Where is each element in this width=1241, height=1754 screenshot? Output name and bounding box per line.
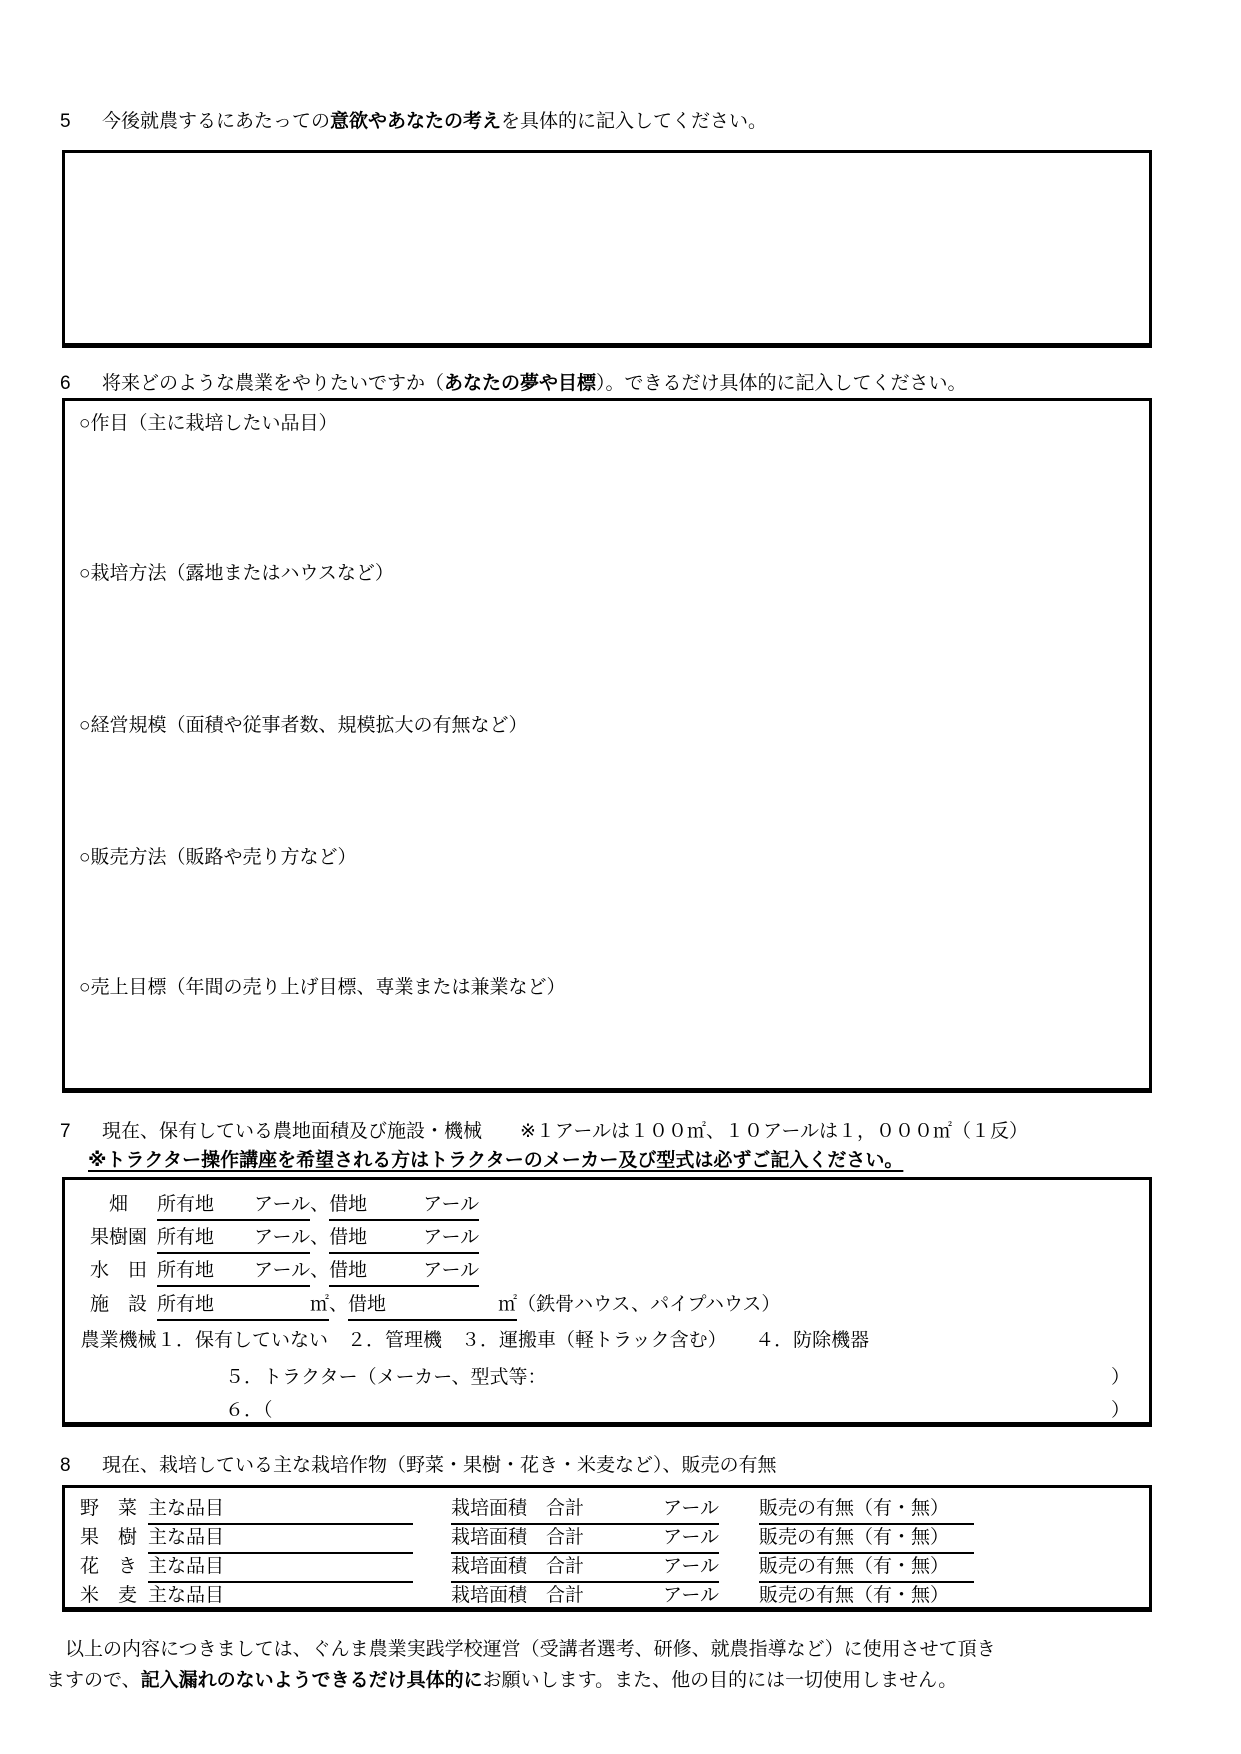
footer-line-2-pre: ますので、	[46, 1670, 141, 1691]
owned-area-blank	[157, 1258, 310, 1287]
q5-answer-box	[62, 150, 1152, 348]
area-unit: アール	[423, 1227, 480, 1248]
area-unit: アール	[662, 1556, 719, 1577]
area-label: 栽培面積 合計	[451, 1498, 585, 1519]
area-unit: アール	[423, 1194, 480, 1215]
owned-area-blank	[157, 1292, 329, 1321]
rented-area-blank	[329, 1192, 479, 1221]
question-number: 7	[60, 1121, 71, 1142]
other-option-label: ６．（	[225, 1400, 273, 1421]
closing-paren: ）	[1110, 1367, 1130, 1388]
main-items-blank	[148, 1496, 413, 1525]
q6-prompt-cultivation-method: ○栽培方法（露地またはハウスなど）	[79, 563, 394, 584]
footer-note	[46, 1634, 1206, 1696]
area-unit: アール	[662, 1498, 719, 1519]
area-unit: ㎡	[310, 1294, 330, 1315]
machinery-label: 農業機械	[80, 1330, 157, 1351]
land-row-label: 水 田	[89, 1260, 147, 1281]
machinery-options-1-4: １．保有していない ２．管理機 ３．運搬車（軽トラック含む） ４．防除機器	[157, 1330, 870, 1351]
sale-blank	[759, 1554, 974, 1583]
footer-line-2	[46, 1665, 1206, 1696]
footer-line-2-post: お願いします。また、他の目的には一切使用しません。	[482, 1670, 958, 1691]
separator: 、	[310, 1194, 330, 1215]
q6-prompt-scale: ○経営規模（面積や従事者数、規模拡大の有無など）	[79, 715, 528, 736]
sale-blank	[759, 1496, 974, 1525]
owned-area-blank	[157, 1192, 310, 1221]
question-6-title-post: ）。できるだけ具体的に記入してください。	[596, 373, 967, 394]
question-8-heading	[60, 1453, 777, 1479]
separator: 、	[310, 1227, 330, 1248]
land-row-label: 果樹園	[89, 1227, 147, 1248]
land-row-facility	[80, 1292, 780, 1321]
main-items-blank	[148, 1554, 413, 1583]
crop-label: 野 菜	[80, 1498, 138, 1519]
crop-row-fruits	[80, 1525, 974, 1554]
crop-row-flowers	[80, 1554, 974, 1583]
sale-blank	[759, 1525, 974, 1554]
sale-label: 販売の有無（有・無）	[759, 1556, 950, 1577]
machinery-other-row	[225, 1398, 1130, 1424]
question-6-title-bold: あなたの夢や目標	[444, 373, 597, 394]
footer-line-1: 以上の内容につきましては、ぐんま農業実践学校運営（受講者選考、研修、就農指導など）に使用させて頂き	[46, 1639, 996, 1660]
machinery-tractor-row	[225, 1365, 1130, 1391]
area-unit: アール	[662, 1585, 719, 1606]
area-unit: ㎡	[498, 1294, 518, 1315]
main-items-blank	[148, 1583, 413, 1612]
machinery-row	[80, 1328, 869, 1354]
sale-blank	[759, 1583, 974, 1612]
area-label: 栽培面積 合計	[451, 1556, 585, 1577]
question-number: 5	[60, 111, 71, 132]
question-8-title: 現在、栽培している主な栽培作物（野菜・果樹・花き・米麦など）、販売の有無	[102, 1455, 777, 1476]
area-unit: アール	[662, 1527, 719, 1548]
area-blank	[451, 1554, 719, 1583]
rented-label: 借地	[329, 1194, 368, 1215]
area-unit: アール	[423, 1260, 480, 1281]
question-number: 8	[60, 1455, 71, 1476]
land-row-label: 施 設	[89, 1294, 147, 1315]
question-6-title-pre: 将来どのような農業をやりたいですか（	[102, 373, 445, 394]
area-blank	[451, 1496, 719, 1525]
q6-prompt-sales-target: ○売上目標（年間の売り上げ目標、専業または兼業など）	[79, 977, 566, 998]
rented-area-blank	[348, 1292, 517, 1321]
owned-label: 所有地	[157, 1194, 215, 1215]
crop-row-vegetables	[80, 1496, 974, 1525]
question-5-heading	[60, 109, 767, 135]
land-row-field	[80, 1192, 479, 1221]
separator: 、	[329, 1294, 349, 1315]
item-label: 主な品目	[148, 1527, 225, 1548]
question-7-title: 現在、保有している農地面積及び施設・機械 ※１アールは１００㎡、１０アールは１，０００㎡（１反）	[102, 1121, 1029, 1142]
question-5-title-bold: 意欲やあなたの考え	[330, 111, 502, 132]
facility-type-note: （鉄骨ハウス、パイプハウス）	[517, 1294, 781, 1315]
sale-label: 販売の有無（有・無）	[759, 1585, 950, 1606]
rented-area-blank	[329, 1225, 479, 1254]
question-7-heading	[60, 1119, 1028, 1145]
area-blank	[451, 1525, 719, 1554]
crop-row-rice-wheat	[80, 1583, 974, 1612]
rented-label: 借地	[329, 1227, 368, 1248]
land-row-orchard	[80, 1225, 479, 1254]
crop-label: 米 麦	[80, 1585, 138, 1606]
q6-answer-box	[62, 398, 1152, 1093]
land-row-label: 畑	[108, 1194, 128, 1215]
item-label: 主な品目	[148, 1585, 225, 1606]
area-unit: アール	[254, 1194, 311, 1215]
question-7-tractor-note: ※トラクター操作講座を希望される方はトラクターのメーカー及び型式は必ずご記入ください。	[88, 1150, 904, 1171]
q6-prompt-crops: ○作目（主に栽培したい品目）	[79, 413, 338, 434]
question-5-title-post: を具体的に記入してください。	[501, 111, 768, 132]
tractor-option-label: ５．トラクター（メーカー、型式等：	[225, 1367, 547, 1388]
closing-paren: ）	[1110, 1400, 1130, 1421]
item-label: 主な品目	[148, 1498, 225, 1519]
q7-answer-box	[62, 1177, 1152, 1427]
rented-label: 借地	[348, 1294, 387, 1315]
main-items-blank	[148, 1525, 413, 1554]
sale-label: 販売の有無（有・無）	[759, 1527, 950, 1548]
area-blank	[451, 1583, 719, 1612]
rented-label: 借地	[329, 1260, 368, 1281]
owned-label: 所有地	[157, 1227, 215, 1248]
area-unit: アール	[254, 1260, 311, 1281]
separator: 、	[310, 1260, 330, 1281]
area-label: 栽培面積 合計	[451, 1527, 585, 1548]
question-number: 6	[60, 373, 71, 394]
crop-label: 花 き	[80, 1556, 138, 1577]
question-5-title-pre: 今後就農するにあたっての	[102, 111, 331, 132]
area-unit: アール	[254, 1227, 311, 1248]
q8-answer-box	[62, 1485, 1152, 1612]
land-row-paddy	[80, 1258, 479, 1287]
crop-label: 果 樹	[80, 1527, 138, 1548]
owned-label: 所有地	[157, 1294, 215, 1315]
rented-area-blank	[329, 1258, 479, 1287]
question-6-heading	[60, 371, 967, 397]
item-label: 主な品目	[148, 1556, 225, 1577]
q6-prompt-sales-method: ○販売方法（販路や売り方など）	[79, 847, 357, 868]
footer-line-2-bold: 記入漏れのないようできるだけ具体的に	[140, 1670, 483, 1691]
owned-label: 所有地	[157, 1260, 215, 1281]
sale-label: 販売の有無（有・無）	[759, 1498, 950, 1519]
owned-area-blank	[157, 1225, 310, 1254]
area-label: 栽培面積 合計	[451, 1585, 585, 1606]
